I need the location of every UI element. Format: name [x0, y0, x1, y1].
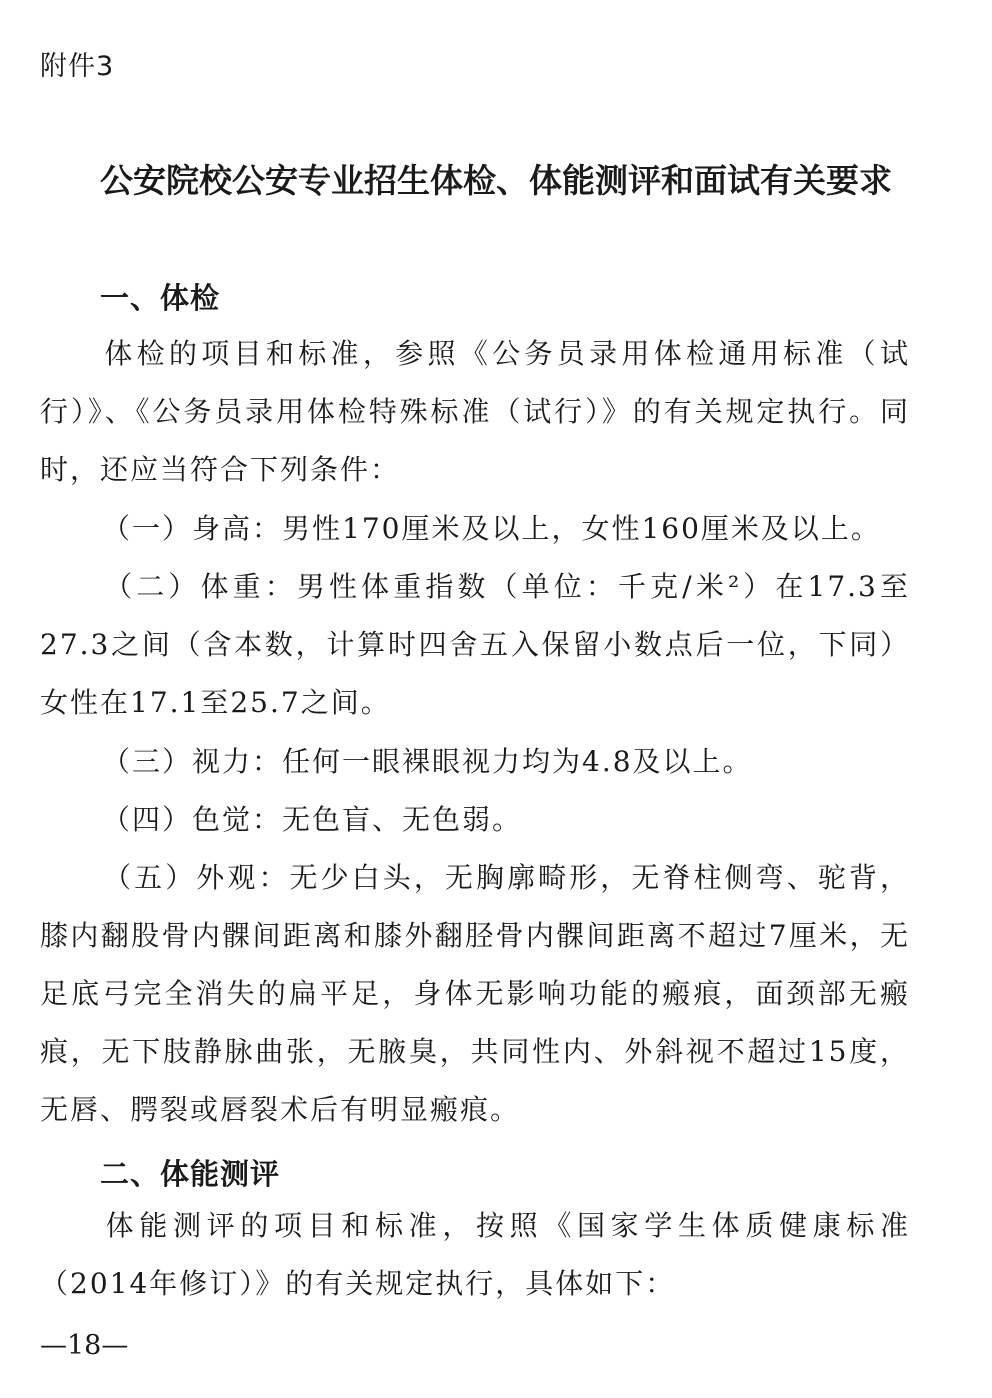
page-number: —18— [40, 1330, 129, 1361]
paragraph-text: （二）体重：男性体重指数（单位：千克/米²）在17.3至27.3之间（含本数，计算时四舍五入保留小数点后一位，下同）女性在17.1至25.7之间。 [40, 570, 910, 719]
paragraph-exam-intro [40, 325, 910, 499]
paragraph-text: （五）外观：无少白头，无胸廓畸形，无脊柱侧弯、驼背，膝内翻股骨内髁间距离和膝外翻胫骨内髁间距离不超过7厘米，无足底弓完全消失的扁平足，身体无影响功能的瘢痕，面颈部无瘢痕，无下肢静脉曲张，无腋臭，共同性内、外斜视不超过15度，无唇、腭裂或唇裂术后有明显瘢痕。 [40, 861, 910, 1126]
paragraph-text: （四）色觉：无色盲、无色弱。 [102, 803, 523, 836]
paragraph-weight [40, 558, 910, 732]
paragraph-appearance [40, 849, 910, 1139]
attachment-label: 附件3 [40, 51, 115, 82]
paragraph-vision [40, 733, 910, 791]
paragraph-text: （一）身高：男性170厘米及以上，女性160厘米及以上。 [102, 512, 881, 545]
paragraph-height [40, 500, 910, 558]
paragraph-fitness-intro [40, 1197, 910, 1313]
paragraph-text: 体检的项目和标准，参照《公务员录用体检通用标准（试行）》、《公务员录用体检特殊标准（试行）》的有关规定执行。同时，还应当符合下列条件： [40, 337, 910, 486]
paragraph-text: 体能测评的项目和标准，按照《国家学生体质健康标准（2014年修订）》的有关规定执行，具体如下： [40, 1209, 910, 1300]
section-heading-fitness-test: 二、体能测评 [100, 1157, 281, 1191]
section-heading-physical-exam: 一、体检 [100, 281, 221, 315]
paragraph-color-vision [40, 791, 910, 849]
paragraph-text: （三）视力：任何一眼裸眼视力均为4.8及以上。 [102, 745, 753, 778]
document-title: 公安院校公安专业招生体检、体能测评和面试有关要求 [100, 161, 892, 200]
